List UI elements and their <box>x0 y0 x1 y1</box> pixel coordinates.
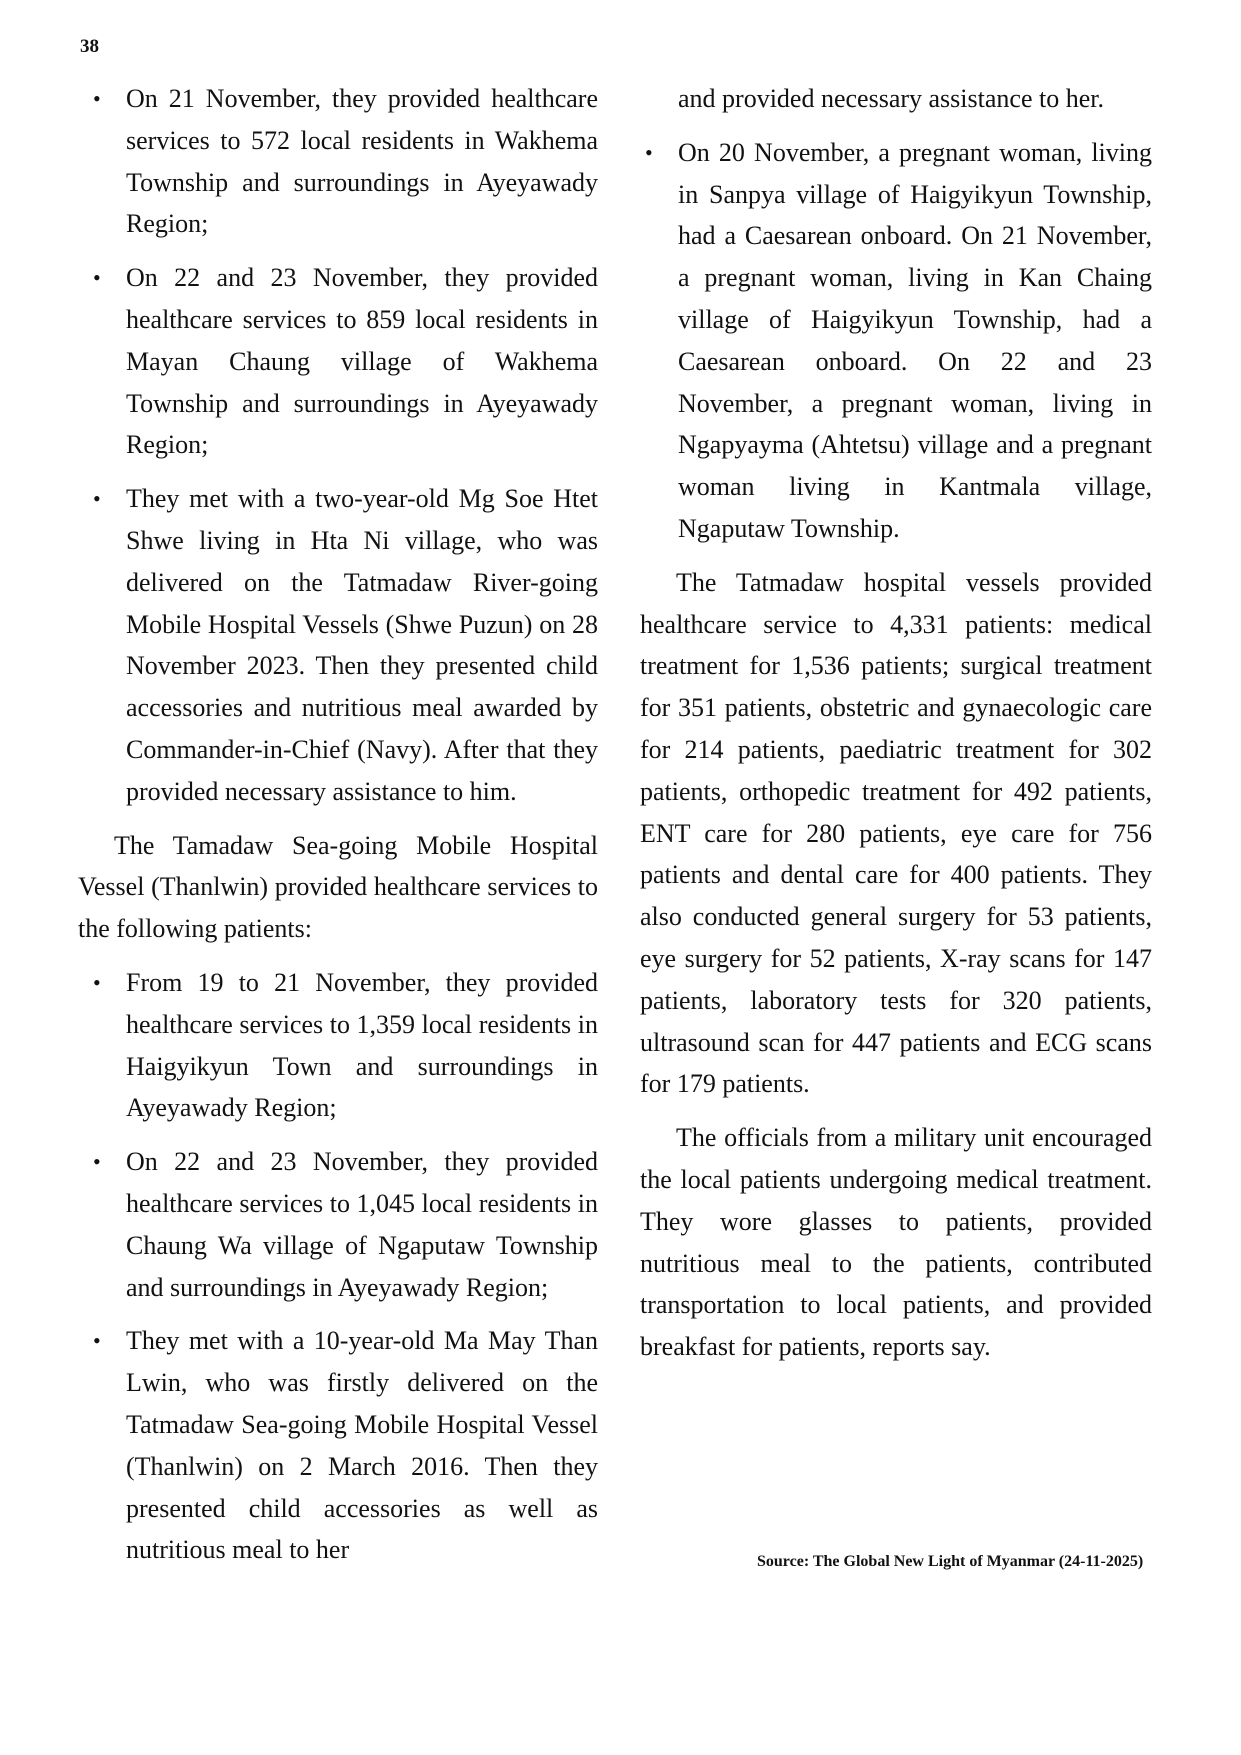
left-column <box>78 78 598 1583</box>
list-item-text: They met with a 10-year-old Ma May Than Lwin, who was firstly delivered on the Tatmadaw Sea-going Mobile Hospital Vessel (Thanlwin) on 2 March 2016. Then they presented child accessories as well as nutritious meal to her <box>126 1326 598 1565</box>
bullet-list-3 <box>640 132 1152 550</box>
list-item-text: From 19 to 21 November, they provided healthcare services to 1,359 local residents in Haigyikyun Town and surroundings in Ayeyawady Region; <box>126 967 598 1123</box>
bullet-list-2 <box>88 962 598 1571</box>
list-item <box>88 962 598 1129</box>
list-item <box>88 78 598 245</box>
bullet-icon: • <box>93 265 101 291</box>
right-column <box>640 78 1152 1380</box>
page-number: 38 <box>80 36 99 57</box>
bullet-icon: • <box>93 1149 101 1175</box>
list-item <box>88 1320 598 1571</box>
bullet-icon: • <box>93 486 101 512</box>
bullet-icon: • <box>93 1328 101 1354</box>
paragraph: The Tamadaw Sea-going Mobile Hospital Vessel (Thanlwin) provided healthcare services to the following patients: <box>78 830 598 944</box>
list-item <box>640 132 1152 550</box>
source-citation: Source: The Global New Light of Myanmar (24-11-2025) <box>757 1553 1144 1570</box>
list-item <box>88 257 598 466</box>
list-item-text: On 22 and 23 November, they provided healthcare services to 859 local residents in Mayan Chaung village of Wakhema Township and surroundings in Ayeyawady Region; <box>126 263 598 460</box>
list-item <box>88 1141 598 1308</box>
list-item-text: On 20 November, a pregnant woman, living in Sanpya village of Haigyikyun Township, had a Caesarean onboard. On 21 November, a pregnant woman, living in Kan Chaing village of Haigyikyun Township, had a Caesarean onboard. On 22 and 23 November, a pregnant woman, living in Ngapyayma (Ahtetsu) village and a pregnant woman living in Kantmala village, Ngaputaw Township. <box>678 137 1152 543</box>
bullet-icon: • <box>645 139 653 165</box>
list-item-text: On 22 and 23 November, they provided healthcare services to 1,045 local residents in Chaung Wa village of Ngaputaw Township and surroundings in Ayeyawady Region; <box>126 1147 598 1302</box>
list-item-text: On 21 November, they provided healthcare services to 572 local residents in Wakhema Township and surroundings in Ayeyawady Region; <box>126 84 598 239</box>
bullet-icon: • <box>93 969 101 995</box>
list-item-text: They met with a two-year-old Mg Soe Htet Shwe living in Hta Ni village, who was delivered on the Tatmadaw River-going Mobile Hospital Vessels (Shwe Puzun) on 28 November 2023. Then they presented child accessories and nutritious meal awarded by Commander-in-Chief (Navy). After that they provided necessary assistance to him. <box>126 484 598 806</box>
continued-list-text: and provided necessary assistance to her. <box>678 84 1104 113</box>
paragraph: The officials from a military unit encouraged the local patients undergoing medical treatment. They wore glasses to patients, provided nutritious meal to the patients, contributed transportation to local patients, and provided breakfast for patients, reports say. <box>640 1123 1152 1362</box>
bullet-list-1 <box>88 78 598 813</box>
list-item <box>88 478 598 812</box>
bullet-icon: • <box>93 86 101 111</box>
paragraph: The Tatmadaw hospital vessels provided healthcare service to 4,331 patients: medical treatment for 1,536 patients; surgical treatment for 351 patients, obstetric and gynaecologic care for 214 patients, paediatric treatment for 302 patients, orthopedic treatment for 492 patients, ENT care for 280 patients, eye care for 756 patients and dental care for 400 patients. They also conducted general surgery for 53 patients, eye surgery for 52 patients, X-ray scans for 147 patients, laboratory tests for 320 patients, ultrasound scan for 447 patients and ECG scans for 179 patients. <box>640 567 1152 1099</box>
